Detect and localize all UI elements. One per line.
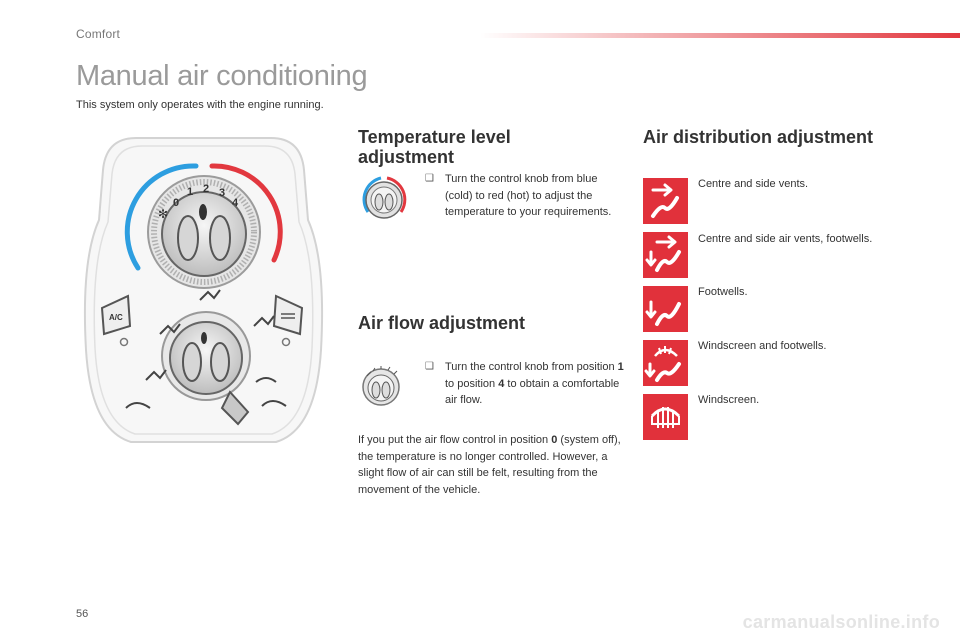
dial-number: 0: [173, 197, 180, 209]
bullet-mark: ❑: [425, 361, 434, 372]
section-label: Comfort: [76, 27, 121, 41]
distribution-label: Windscreen and footwells.: [698, 340, 827, 352]
page-number: 56: [76, 608, 89, 620]
ac-button-label: A/C: [109, 313, 123, 322]
svg-text:✻: ✻: [158, 207, 169, 221]
position-value: 4: [498, 377, 505, 390]
dial-number: 4: [232, 197, 239, 209]
dial-number: 2: [203, 183, 210, 195]
air-flow-instruction-text: to position: [445, 377, 499, 390]
air-flow-note-text: (system off), the temperature is no longer controlled. However, a slight flow of air can still be felt, resulting from the movement of the vehicle.: [358, 434, 621, 496]
dial-number: 1: [187, 186, 194, 198]
air-flow-note: [358, 432, 623, 498]
distribution-label: Windscreen.: [698, 394, 760, 406]
air-flow-note-text: If you put the air flow control in position: [358, 434, 552, 446]
dial-number: 3: [219, 187, 226, 199]
position-value: 1: [617, 361, 624, 373]
centre-side-vents-icon: [643, 178, 688, 224]
air-flow-instruction-text: Turn the control knob from position: [445, 361, 618, 373]
watermark: carmanualsonline.info: [742, 612, 940, 632]
vents-footwells-icon: [643, 232, 688, 278]
air-flow-instruction: [425, 359, 625, 409]
bullet-mark: ❑: [425, 173, 434, 184]
temperature-knob-icon: [359, 174, 409, 224]
air-flow-instruction-text: to obtain a comfortable air flow.: [445, 377, 620, 406]
page-title: Manual air conditioning: [76, 60, 368, 92]
windscreen-icon: [643, 394, 688, 440]
air-flow-heading: Air flow adjustment: [358, 313, 526, 333]
windscreen-footwells-icon: [643, 340, 688, 386]
distribution-label: Footwells.: [698, 286, 748, 298]
temperature-heading: Temperature level adjustment: [358, 127, 511, 167]
intro-text: This system only operates with the engine running.: [76, 99, 324, 111]
temperature-instruction: [425, 171, 620, 221]
air-distribution-heading: Air distribution adjustment: [643, 127, 874, 147]
header-gradient-bar: [480, 33, 960, 38]
footwells-icon: [643, 286, 688, 332]
position-value: 0: [551, 434, 558, 446]
control-panel-illustration: [76, 130, 331, 450]
distribution-label: Centre and side vents.: [698, 178, 809, 190]
air-flow-knob-icon: [359, 364, 403, 408]
temperature-instruction-text: Turn the control knob from blue (cold) to red (hot) to adjust the temperature to your requirements.: [445, 173, 612, 218]
distribution-label: Centre and side air vents, footwells.: [698, 233, 873, 245]
